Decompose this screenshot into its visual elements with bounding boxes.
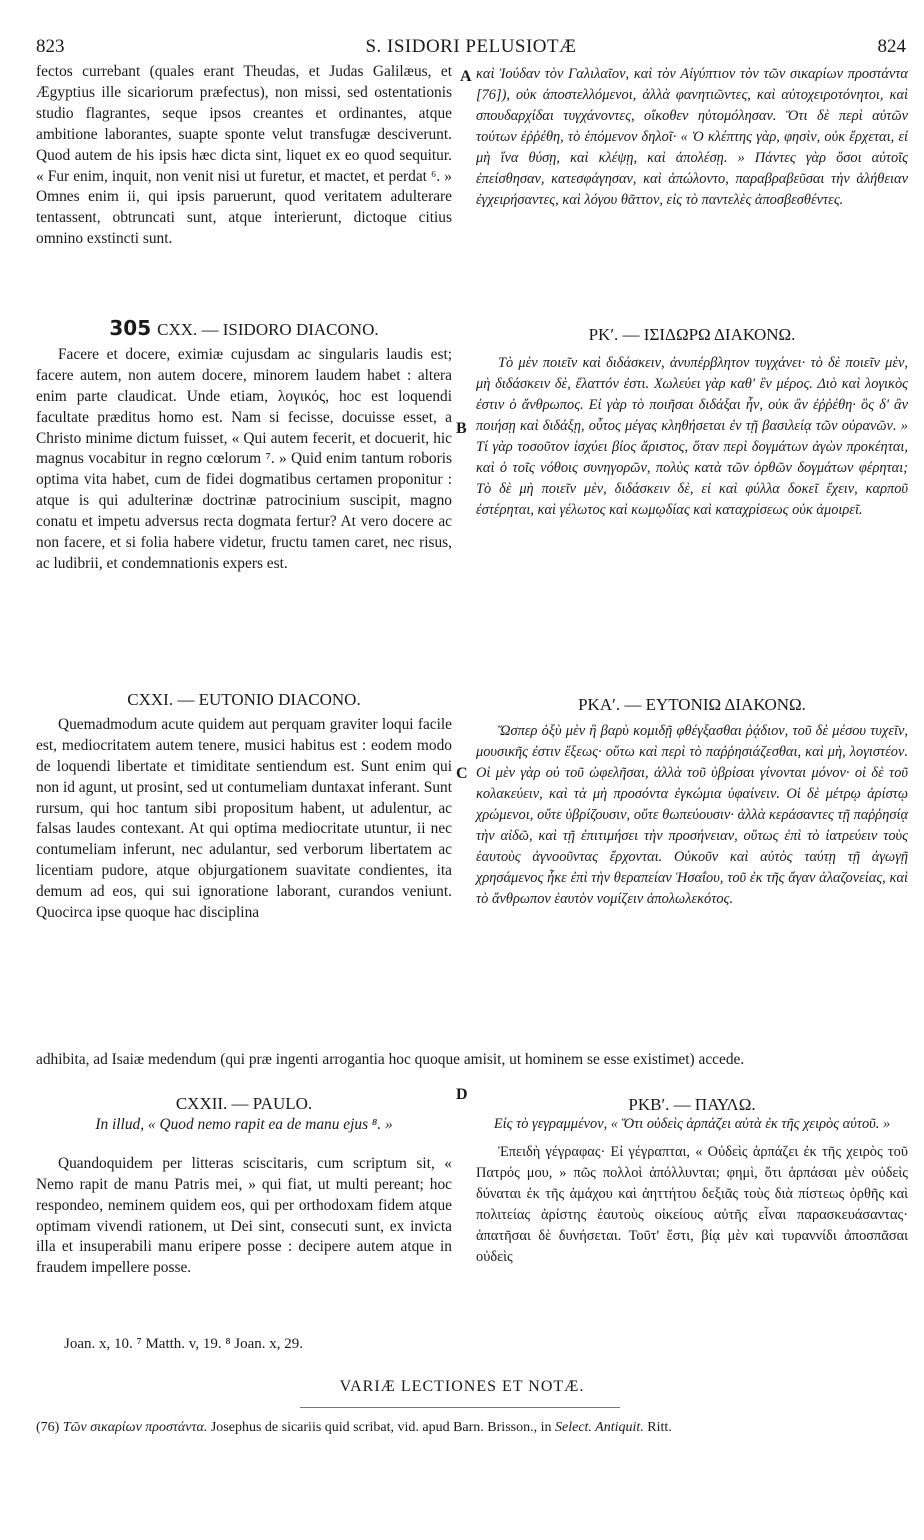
latin-epistle-120 bbox=[36, 318, 452, 575]
greek-body-122: Ἐπειδὴ γέγραφας· Εἰ γέγραπται, « Οὐδεὶς ἁρπάζει ἐκ τῆς χειρὸς τοῦ Πατρός μου, » πῶς πολλοὶ ἀπόλλυνται; φημὶ, ὅτι ἁρπάσαι μὲν οὐδεὶς δύναται ἐκ τῆς ἀμάχου καὶ ἀηττήτου δεξιᾶς τοὺς διὰ πίστεως ὀρθῆς καὶ πολιτείας ἀρίστης ἑαυτοὺς οἰκείους αὐτῆς εἶναι παρασκευάσαντας· ἀπατῆσαι δὲ δυνήσεται. Τοῦτ' ἔστι, βίᾳ μὲν καὶ τυραννίδι ἀποσπᾶσαι οὐδεὶς bbox=[476, 1144, 908, 1265]
page-number-left: 823 bbox=[36, 36, 65, 57]
page-number-right: 824 bbox=[877, 36, 906, 57]
note-number: (76) bbox=[36, 1420, 60, 1435]
greek-epistle-121 bbox=[476, 694, 908, 910]
variae-note bbox=[36, 1418, 908, 1437]
latin-body-120: Facere et docere, eximiæ cujusdam ac singularis laudis est; facere autem, non autem docere, minorem laudem habet : altera enim parte claudicat. Unde etiam, λογικός, hoc est loquendi facultate præditus homo est. Nam si fecisse, docuisse esset, a Christo minime dictum fuisset, « Qui autem fecerit, et docuerit, hic magnus vocabitur in regno cœlorum ⁷. » Quid enim tantum roboris optima vita habet, cum de fidei dogmatibus certamen proponitur : atque is qui adulterinæ doctrinæ patrocinium suscipit, magno conatu et impetu adversus recta dogmata fertur? At vero docere ac non facere, et si folia habere videtur, fructu tamen caret, nec risus, ac ludibrii, et condemnationis expers est. bbox=[36, 345, 452, 572]
greek-heading-121: ΡΚΑʹ. — ΕΥΤΟΝΙΩ ΔΙΑΚΟΝΩ. bbox=[578, 695, 806, 714]
latin-epistle-122 bbox=[36, 1094, 452, 1279]
divider bbox=[300, 1407, 620, 1408]
note-text: Josephus de sicariis quid scribat, vid. apud Barn. Brisson., in bbox=[210, 1420, 552, 1435]
column-number: 305 bbox=[109, 316, 152, 340]
latin-body-122: Quandoquidem per litteras sciscitaris, cum scriptum sit, « Nemo rapit de manu Patris mei, » qui fiat, ut multi pereant; hoc respondeo, neminem quidem eos, qui per orthodoxam fidem atque optimam vivendi rationem, ut Dei sint, consecuti sunt, ex invicta illa et insuperabili manu eripere posse : decipere autem atque in fraudem impellere posse. bbox=[36, 1154, 452, 1277]
greek-epistle-122 bbox=[476, 1094, 908, 1268]
note-work: Select. Antiquit. bbox=[555, 1420, 644, 1435]
latin-heading-122: CXXII. — PAULO. bbox=[175, 1094, 313, 1113]
note-greek-lemma: Τῶν σικαρίων προστάντα. bbox=[62, 1420, 208, 1435]
latin-body-121: Quemadmodum acute quidem aut perquam graviter loqui facile est, mediocritatem autem tenere, musici habitus est : eodem modo de loquendi libertate et timiditate sentiendum est. Sunt enim qui non id agunt, ut prosint, sed ut contumeliam duntaxat inferant. Sunt rursum, qui hoc tantum sibi propositum habent, ut adulentur, ac falsas laudes contexant. At qui optima mediocritate utuntur, ii nec contumeliam inferunt, nec adulantur, sed verborum libertatem ac licentiam pudore, atque objurgationem suavitate condientes, ita demum ad eos, qui sui ignoratione laborant, curandos veniunt. Quocirca ipse quoque hac disciplina bbox=[36, 715, 452, 922]
latin-subheading-122: In illud, « Quod nemo rapit ea de manu ejus ⁸. » bbox=[95, 1115, 393, 1133]
greek-intro-text: καὶ Ἰούδαν τὸν Γαλιλαῖον, καὶ τὸν Αἰγύπτιον τὸν τῶν σικαρίων προστάντα [76]), οὐκ ἀποστελλόμενοι, ἀλλὰ φανητιῶντες, καὶ αὐτοχειροτόνητοι, καὶ σπουδαρχίδαι τυγχάνοντες, οἴκοθεν ηὐτομόλησαν. Ὅτι δὲ περὶ αὐτῶν τούτων ἐῤῥέθη, τὸ ἑπόμενον δηλοῖ· « Ὁ κλέπτης γὰρ, φησὶν, οὐκ ἔρχεται, εἰ μὴ ἵνα θύσῃ, καὶ κλέψῃ, καὶ ἀπολέσῃ. » Πάντες γὰρ ὅσοι αὐτοῖς ἐπείσθησαν, κατεσφάγησαν, καὶ ἀπώλοντο, παραβραβεῦσαι τὴν ἀλήθειαν ἐγχειρήσαντες, καὶ λόγου θᾶττον, εἰς τὸ παντελὲς ἀποσβεσθέντες. bbox=[476, 66, 908, 208]
greek-body-120: Τὸ μὲν ποιεῖν καὶ διδάσκειν, ἀνυπέρβλητον τυγχάνει· τὸ δὲ ποιεῖν μὲν, μὴ διδάσκειν δὲ, ἔλαττόν ἐστι. Χωλεύει γὰρ καθ' ἓν μέρος. Διὸ καὶ λογικὸς ἐστιν ὁ ἄνθρωπος. Εἰ γὰρ τὸ ποιῆσαι διδάξαι ἦν, οὐκ ἂν ἐῤῥέθη· ὃς δ' ἂν ποιήσῃ καὶ διδάξῃ, οὗτος μέγας κληθήσεται ἐν τῇ βασιλείᾳ τῶν οὐρανῶν. » Τί γὰρ τοσοῦτον ἰσχύει βίος ἄριστος, ὅταν περὶ δογμάτων ἀγὼν προκέηται, καὶ ὁ τοῖς νόθοις συνηγορῶν, πολὺς κατὰ τῶν ὀρθῶν δογμάτων φέρηται; Τὸ δὲ μὴ ποιεῖν μὲν, διδάσκειν δὲ, εἰ καὶ φύλλα δοκεῖ ἔχειν, καρποῦ ἐστέρηται, καὶ γέλωτος καὶ κωμῳδίας καὶ καταχρίσεως οὐκ ἀμοιρεῖ. bbox=[476, 355, 908, 518]
margin-letter-a: A bbox=[460, 68, 472, 85]
greek-epistle-120 bbox=[476, 324, 908, 521]
latin-epistle-121 bbox=[36, 690, 452, 924]
margin-letter-b: B bbox=[456, 420, 467, 437]
greek-heading-122: ΡΚΒʹ. — ΠΑΥΛΩ. bbox=[628, 1095, 756, 1114]
latin-heading-121: CXXI. — EUTONIO DIACONO. bbox=[127, 690, 361, 709]
greek-column-intro bbox=[476, 64, 908, 211]
greek-body-121: Ὥσπερ ὀξὺ μὲν ἢ βαρὺ κομιδῇ φθέγξασθαι ῥᾴδιον, τοῦ δὲ μέσου τυχεῖν, μουσικῆς ἐστιν ἕξεως· οὕτω καὶ περὶ τὸ παῤῥησιάζεσθαι, καὶ μὴ, λογιστέον. Οἱ μὲν γὰρ οὐ τοῦ ὠφελῆσαι, ἀλλὰ τοῦ ὑβρίσαι γίνονται μόνον· οἱ δὲ τοῦ κολακεύειν, καὶ τὰ μὴ προσόντα ἐγκώμια ὑφαίνειν. Οἱ δὲ μέτρῳ ἀρίστῳ χρώμενοι, οὔτε ὑβρίζουσιν, οὔτε θωπεύουσιν· ἀλλὰ κεράσαντες τῇ παῤῥησίᾳ τὴν αἰδῶ, καὶ τῇ ἐπιτιμήσει τὴν προσήνειαν, οὕτως ἐπὶ τὸ ἰατρεύειν τοὺς ἑαυτοὺς ἀγνοοῦντας ἔρχονται. Οὐκοῦν καὶ αὐτὸς ταύτῃ τῇ ἀγωγῇ χρησάμενος ἧκε ἐπὶ τὴν θεραπείαν Ἡσαΐου, τοῦ ἐκ τῆς ἄγαν ἀλαζονείας, καὶ τὸ ἄνθρωπον ἑαυτὸν νομίζειν ἀπολωλεκότος. bbox=[476, 723, 908, 907]
margin-letter-d: D bbox=[456, 1086, 468, 1103]
margin-letter-c: C bbox=[456, 765, 468, 782]
greek-heading-120: ΡΚʹ. — ΙΣΙΔΩΡΩ ΔΙΑΚΟΝΩ. bbox=[588, 325, 796, 344]
running-title: S. ISIDORI PELUSIOTÆ bbox=[365, 36, 577, 57]
latin-column-intro bbox=[36, 62, 452, 250]
note-author: Ritt. bbox=[647, 1420, 672, 1435]
latin-heading-120: 305 CXX. — ISIDORO DIACONO. bbox=[109, 316, 379, 340]
variae-heading: VARIÆ LECTIONES ET NOTÆ. bbox=[339, 1378, 585, 1395]
greek-subheading-122: Εἰς τὸ γεγραμμένον, « Ὅτι οὐδεὶς ἁρπάζει αὐτὰ ἐκ τῆς χειρὸς αὐτοῦ. » bbox=[493, 1116, 891, 1132]
latin-intro-text: fectos currebant (quales erant Theudas, et Judas Galilæus, et Ægyptius ille sicariorum præfectus), non missi, sed ostentationis studio flagrantes, seque ipsos creantes et ordinantes, atque ambitione laborantes, suapte sponte velut transfugæ desciverunt. Quod autem de his ipsis hæc dicta sint, liquet ex eo quod sequitur. « Fur enim, inquit, non venit nisi ut furetur, et mactet, et perdat ⁶. » Omnes enim ii, qui ipsis paruerunt, quod veritatem adulterare tentassent, obtruncati sunt, atque interierunt, dictoque citius omnino exstincti sunt. bbox=[36, 63, 452, 248]
footnotes: Joan. x, 10. ⁷ Matth. v, 19. ⁸ Joan. x, 29. bbox=[64, 1336, 304, 1352]
running-header bbox=[36, 36, 906, 62]
full-width-continuation: adhibita, ad Isaiæ medendum (qui præ ingenti arrogantia hoc quoque amisit, ut hominem se esse existimet) accede. bbox=[36, 1051, 745, 1068]
